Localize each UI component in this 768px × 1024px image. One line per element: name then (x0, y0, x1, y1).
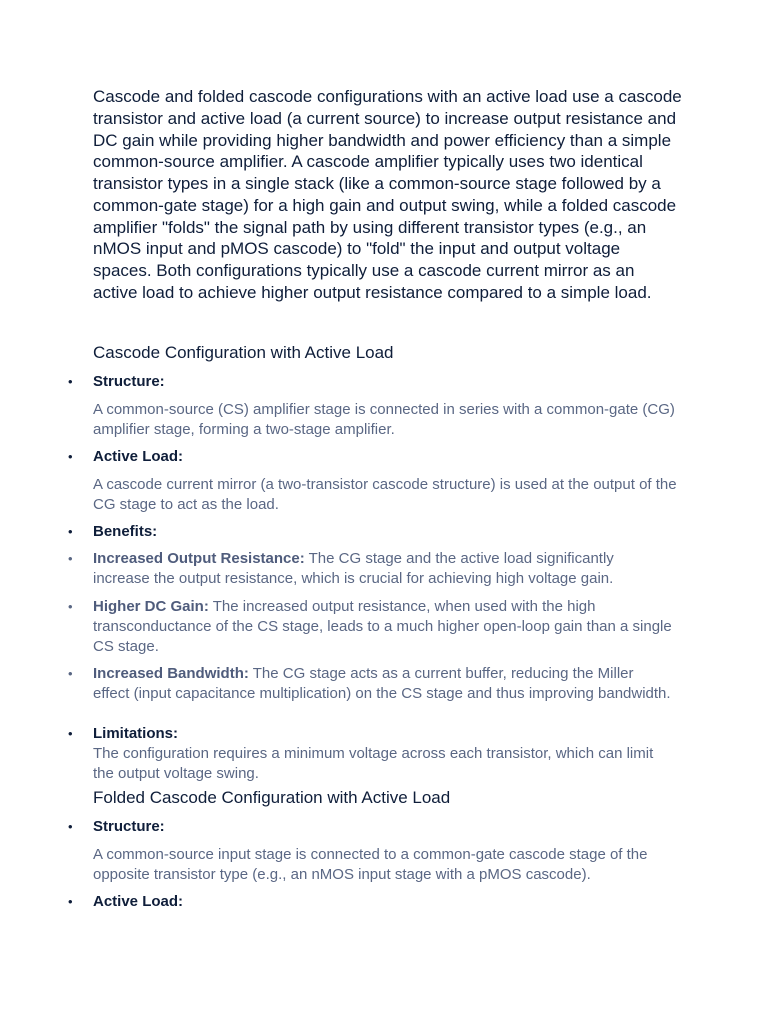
benefit-item-output-resistance (93, 549, 673, 589)
folded-structure-bullet (93, 817, 673, 837)
benefit-label: Increased Bandwidth: (93, 665, 249, 682)
folded-structure-text: A common-source input stage is connected to a common-gate cascode stage of the opposite transistor type (e.g., an nMOS input stage with a pMOS cascode). (93, 846, 648, 883)
intro-paragraph: Cascode and folded cascode configurations with an active load use a cascode transistor and active load (a current source) to increase output resistance and DC gain while providing higher bandwidth and power efficiency than a simple common-source amplifier. A cascode amplifier typically uses two identical transistor types in a single stack (like a common-source stage followed by a common-gate stage) for a high gain and output swing, while a folded cascode amplifier "folds" the signal path by using different transistor types (e.g., an nMOS input and pMOS cascode) to "fold" the input and output voltage spaces. Both configurations typically use a cascode current mirror as an active load to achieve higher output resistance compared to a simple load. (93, 87, 682, 302)
cascode-active-load-text: A cascode current mirror (a two-transistor cascode structure) is used at the output of the CG stage to act as the load. (93, 476, 677, 513)
cascode-active-load-label: Active Load: (93, 448, 184, 465)
folded-structure-label: Structure: (93, 818, 165, 835)
cascode-limitations-text: The configuration requires a minimum voltage across each transistor, which can limit the output voltage swing. (93, 745, 654, 782)
benefit-text: The CG stage and the active load significantly increase the output resistance, which is crucial for achieving high voltage gain. (93, 550, 614, 587)
folded-active-load-label: Active Load: (93, 893, 184, 910)
benefit-item-bandwidth (93, 664, 673, 704)
folded-section-heading: Folded Cascode Configuration with Active Load (93, 788, 451, 807)
benefit-text: The CG stage acts as a current buffer, reducing the Miller effect (input capacitance multiplication) on the CS stage and thus improving bandwidth. (93, 665, 671, 702)
cascode-section-heading: Cascode Configuration with Active Load (93, 343, 394, 362)
benefit-label: Higher DC Gain: (93, 598, 209, 615)
cascode-benefits-bullet (93, 522, 673, 542)
benefit-label: Increased Output Resistance: (93, 550, 305, 567)
cascode-limitations-label: Limitations: (93, 725, 178, 742)
folded-active-load-bullet (93, 892, 673, 912)
cascode-active-load-bullet (93, 447, 673, 467)
cascode-structure-label: Structure: (93, 373, 165, 390)
cascode-benefits-label: Benefits: (93, 523, 158, 540)
cascode-limitations-bullet (93, 724, 673, 744)
cascode-structure-bullet (93, 372, 673, 392)
benefit-text: The increased output resistance, when used with the high transconductance of the CS stage, leads to a much higher open-loop gain than a single CS stage. (93, 598, 672, 655)
cascode-structure-text: A common-source (CS) amplifier stage is connected in series with a common-gate (CG) amplifier stage, forming a two-stage amplifier. (93, 401, 675, 438)
benefit-item-dc-gain (93, 597, 673, 657)
